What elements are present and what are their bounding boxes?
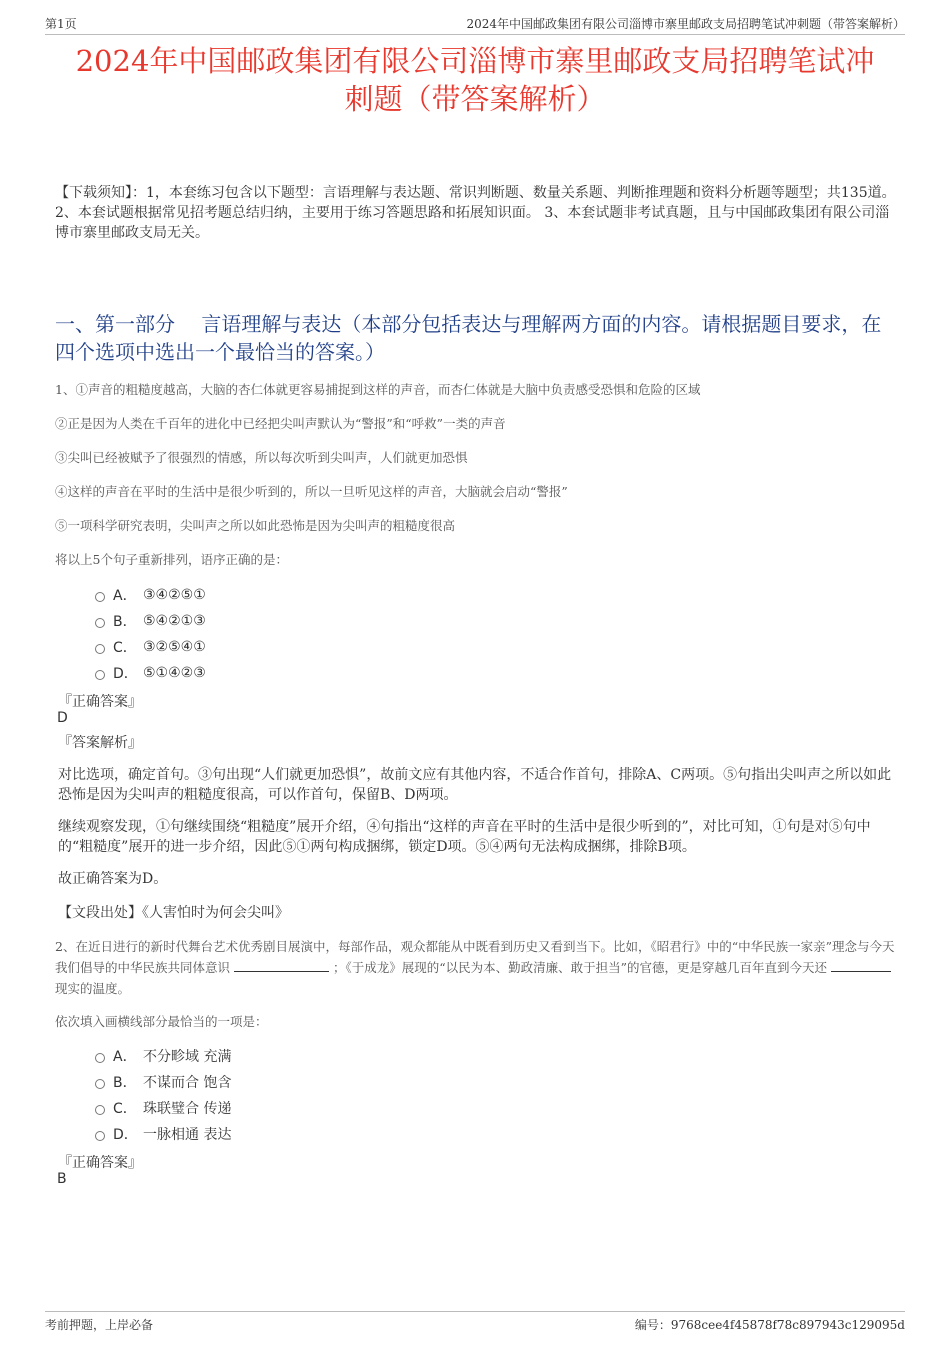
q1-option-a[interactable]: A． ③④②⑤① bbox=[95, 582, 495, 608]
q2-answer: B bbox=[57, 1171, 67, 1187]
q1-option-d[interactable]: D． ⑤①④②③ bbox=[95, 660, 495, 686]
q1-line-2: ②正是因为人类在千百年的进化中已经把尖叫声默认为“警报”和“呼救”一类的声音 bbox=[55, 416, 506, 431]
radio-icon[interactable] bbox=[95, 1079, 105, 1089]
q2-option-d[interactable]: D． 一脉相通 表达 bbox=[95, 1121, 495, 1147]
q1-source: 【文段出处】《人害怕时为何会尖叫》 bbox=[58, 905, 289, 921]
q1-answer: D bbox=[57, 710, 68, 726]
q1-analysis-p2: 继续观察发现，①句继续围绕“粗糙度”展开介绍，④句指出“这样的声音在平时的生活中是很少听到的”，对比可知，①句是对⑤句中的“粗糙度”展开的进一步介绍，因此⑤①两句构成捆绑，锁定D项。⑤④两句无法构成捆绑，排除B项。 bbox=[58, 819, 871, 855]
q1-analysis-p3: 故正确答案为D。 bbox=[58, 871, 168, 887]
radio-icon[interactable] bbox=[95, 618, 105, 628]
radio-icon[interactable] bbox=[95, 670, 105, 680]
q1-line-3: ③尖叫已经被赋予了很强烈的情感，所以每次听到尖叫声，人们就更加恐惧 bbox=[55, 450, 468, 465]
download-notice: 【下载须知】：1，本套练习包含以下题型：言语理解与表达题、常识判断题、数量关系题、判断推理题和资料分析题等题型；共135道。 2、本套试题根据常见招考题总结归纳，主要用于练习答题思路和拓展知识面。 3、本套试题非考试真题，且与中国邮政集团有限公司淄博市寨里邮政支局无关。 bbox=[55, 185, 896, 241]
radio-icon[interactable] bbox=[95, 1131, 105, 1141]
page-header bbox=[45, 12, 905, 35]
q2-answer-label: 『正确答案』 bbox=[58, 1155, 142, 1171]
header-doc-title: 2024年中国邮政集团有限公司淄博市寨里邮政支局招聘笔试冲刺题（带答案解析） bbox=[466, 17, 905, 31]
blank-2 bbox=[831, 957, 891, 972]
title-line-1: 2024年中国邮政集团有限公司淄博市寨里邮政支局招聘笔试冲 bbox=[75, 44, 875, 78]
q2-prompt: 依次填入画横线部分最恰当的一项是： bbox=[55, 1014, 268, 1029]
radio-icon[interactable] bbox=[95, 1105, 105, 1115]
q1-line-5: ⑤一项科学研究表明，尖叫声之所以如此恐怖是因为尖叫声的粗糙度很高 bbox=[55, 518, 456, 533]
radio-icon[interactable] bbox=[95, 644, 105, 654]
section-title: 一、第一部分 言语理解与表达（本部分包括表达与理解两方面的内容。请根据题目要求，在四个选项中选出一个最恰当的答案。） bbox=[55, 312, 882, 364]
q2-option-a[interactable]: A． 不分畛域 充满 bbox=[95, 1043, 495, 1069]
q1-analysis-p1: 对比选项，确定首句。③句出现“人们就更加恐惧”，故前文应有其他内容，不适合作首句，排除A、C两项。⑤句指出尖叫声之所以如此恐怖是因为尖叫声的粗糙度很高，可以作首句，保留B、D两项。 bbox=[58, 767, 892, 803]
q1-option-b[interactable]: B． ⑤④②①③ bbox=[95, 608, 495, 634]
blank-1 bbox=[234, 957, 329, 972]
q2-stem: 2、在近日进行的新时代舞台艺术优秀剧目展演中，每部作品，观众都能从中既看到历史又看到当下。比如，《昭君行》中的“中华民族一家亲”理念与今天我们倡导的中华民族共同体意识 ；《于成龙》展现的“以民为本、勤政清廉、敢于担当”的官德，更是穿越几百年直到今天还 现实的温度。 bbox=[55, 939, 895, 996]
q1-prompt: 将以上5个句子重新排列，语序正确的是： bbox=[55, 552, 288, 567]
title-line-2: 刺题（带答案解析） bbox=[344, 82, 606, 116]
footer-slogan: 考前押题，上岸必备 bbox=[45, 1318, 154, 1332]
q1-line-1: 1、①声音的粗糙度越高，大脑的杏仁体就更容易捕捉到这样的声音，而杏仁体就是大脑中负责感受恐惧和危险的区域 bbox=[55, 382, 701, 397]
q2-options bbox=[95, 1043, 495, 1147]
q1-analysis-label: 『答案解析』 bbox=[58, 735, 142, 751]
q2-option-b[interactable]: B． 不谋而合 饱含 bbox=[95, 1069, 495, 1095]
q1-options bbox=[95, 582, 495, 686]
q1-answer-label: 『正确答案』 bbox=[58, 694, 142, 710]
radio-icon[interactable] bbox=[95, 592, 105, 602]
q1-option-c[interactable]: C． ③②⑤④① bbox=[95, 634, 495, 660]
q2-option-c[interactable]: C． 珠联璧合 传递 bbox=[95, 1095, 495, 1121]
radio-icon[interactable] bbox=[95, 1053, 105, 1063]
q1-line-4: ④这样的声音在平时的生活中是很少听到的，所以一旦听见这样的声音，大脑就会启动“警报” bbox=[55, 484, 568, 499]
document-title bbox=[45, 42, 905, 118]
page-number: 第1页 bbox=[45, 17, 77, 31]
page-footer bbox=[45, 1311, 905, 1334]
footer-serial: 编号：9768cee4f45878f78c897943c129095d bbox=[634, 1318, 905, 1332]
